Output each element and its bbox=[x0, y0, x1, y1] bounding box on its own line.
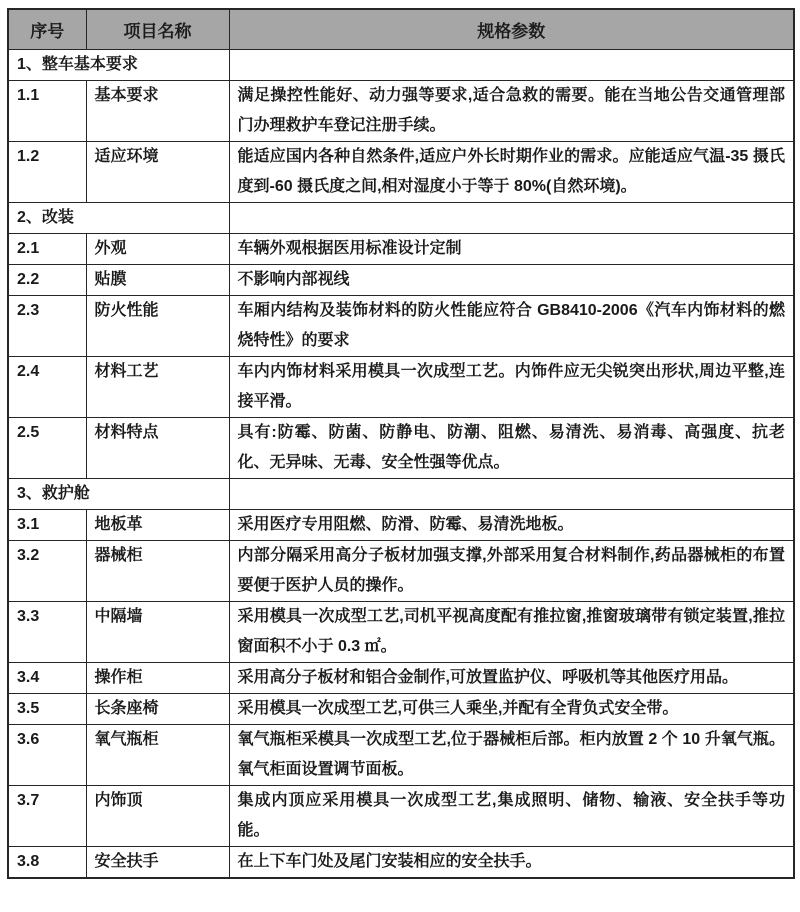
row-spec-text: 采用模具一次成型工艺,司机平视高度配有推拉窗,推窗玻璃带有锁定装置,推拉窗面积不小于 0.3 ㎡。 bbox=[229, 601, 794, 662]
row-item-name: 外观 bbox=[86, 233, 229, 264]
row-item-name: 中隔墙 bbox=[86, 601, 229, 662]
row-serial-number: 1.2 bbox=[8, 141, 86, 202]
row-serial-number: 2.2 bbox=[8, 264, 86, 295]
row-spec-text: 采用模具一次成型工艺,可供三人乘坐,并配有全背负式安全带。 bbox=[229, 693, 794, 724]
table-row bbox=[8, 540, 794, 601]
row-item-name: 材料特点 bbox=[86, 417, 229, 478]
section-label: 2、改装 bbox=[8, 202, 229, 233]
row-serial-number: 3.5 bbox=[8, 693, 86, 724]
row-spec-text: 氧气瓶柜采模具一次成型工艺,位于器械柜后部。柜内放置 2 个 10 升氧气瓶。氧气柜面设置调节面板。 bbox=[229, 724, 794, 785]
table-row bbox=[8, 264, 794, 295]
row-serial-number: 2.1 bbox=[8, 233, 86, 264]
section-label: 1、整车基本要求 bbox=[8, 49, 229, 80]
column-header-spec: 规格参数 bbox=[229, 9, 794, 49]
row-item-name: 防火性能 bbox=[86, 295, 229, 356]
row-serial-number: 3.8 bbox=[8, 846, 86, 878]
table-row bbox=[8, 295, 794, 356]
row-serial-number: 2.4 bbox=[8, 356, 86, 417]
row-spec-text: 车内内饰材料采用模具一次成型工艺。内饰件应无尖锐突出形状,周边平整,连接平滑。 bbox=[229, 356, 794, 417]
row-item-name: 适应环境 bbox=[86, 141, 229, 202]
column-header-no: 序号 bbox=[8, 9, 86, 49]
table-row bbox=[8, 509, 794, 540]
table-row bbox=[8, 724, 794, 785]
section-row bbox=[8, 478, 794, 509]
row-item-name: 安全扶手 bbox=[86, 846, 229, 878]
row-serial-number: 2.5 bbox=[8, 417, 86, 478]
row-serial-number: 1.1 bbox=[8, 80, 86, 141]
row-spec-text: 车厢内结构及装饰材料的防火性能应符合 GB8410-2006《汽车内饰材料的燃烧特性》的要求 bbox=[229, 295, 794, 356]
row-item-name: 操作柜 bbox=[86, 662, 229, 693]
row-item-name: 内饰顶 bbox=[86, 785, 229, 846]
row-serial-number: 3.6 bbox=[8, 724, 86, 785]
spec-table-body bbox=[8, 49, 794, 878]
row-item-name: 地板革 bbox=[86, 509, 229, 540]
row-serial-number: 3.4 bbox=[8, 662, 86, 693]
row-serial-number: 3.7 bbox=[8, 785, 86, 846]
table-row bbox=[8, 601, 794, 662]
row-item-name: 贴膜 bbox=[86, 264, 229, 295]
table-row bbox=[8, 80, 794, 141]
row-serial-number: 2.3 bbox=[8, 295, 86, 356]
row-item-name: 材料工艺 bbox=[86, 356, 229, 417]
row-serial-number: 3.2 bbox=[8, 540, 86, 601]
header-row bbox=[8, 9, 794, 49]
row-item-name: 基本要求 bbox=[86, 80, 229, 141]
table-row bbox=[8, 233, 794, 264]
section-row bbox=[8, 49, 794, 80]
table-row bbox=[8, 662, 794, 693]
row-spec-text: 在上下车门处及尾门安装相应的安全扶手。 bbox=[229, 846, 794, 878]
spec-table bbox=[7, 8, 795, 879]
row-spec-text: 具有:防霉、防菌、防静电、防潮、阻燃、易清洗、易消毒、高强度、抗老化、无异味、无毒、安全性强等优点。 bbox=[229, 417, 794, 478]
row-spec-text: 不影响内部视线 bbox=[229, 264, 794, 295]
table-row bbox=[8, 141, 794, 202]
table-row bbox=[8, 417, 794, 478]
table-row bbox=[8, 846, 794, 878]
row-item-name: 长条座椅 bbox=[86, 693, 229, 724]
section-empty-cell bbox=[229, 478, 794, 509]
section-empty-cell bbox=[229, 49, 794, 80]
section-label: 3、救护舱 bbox=[8, 478, 229, 509]
column-header-name: 项目名称 bbox=[86, 9, 229, 49]
row-spec-text: 集成内顶应采用模具一次成型工艺,集成照明、储物、输液、安全扶手等功能。 bbox=[229, 785, 794, 846]
table-row bbox=[8, 785, 794, 846]
row-spec-text: 采用医疗专用阻燃、防滑、防霉、易清洗地板。 bbox=[229, 509, 794, 540]
row-spec-text: 车辆外观根据医用标准设计定制 bbox=[229, 233, 794, 264]
row-spec-text: 满足操控性能好、动力强等要求,适合急救的需要。能在当地公告交通管理部门办理救护车登记注册手续。 bbox=[229, 80, 794, 141]
section-empty-cell bbox=[229, 202, 794, 233]
row-spec-text: 内部分隔采用高分子板材加强支撑,外部采用复合材料制作,药品器械柜的布置要便于医护人员的操作。 bbox=[229, 540, 794, 601]
row-spec-text: 能适应国内各种自然条件,适应户外长时期作业的需求。应能适应气温-35 摄氏度到-60 摄氏度之间,相对湿度小于等于 80%(自然环境)。 bbox=[229, 141, 794, 202]
table-row bbox=[8, 356, 794, 417]
table-row bbox=[8, 693, 794, 724]
row-serial-number: 3.1 bbox=[8, 509, 86, 540]
row-spec-text: 采用高分子板材和铝合金制作,可放置监护仪、呼吸机等其他医疗用品。 bbox=[229, 662, 794, 693]
row-item-name: 氧气瓶柜 bbox=[86, 724, 229, 785]
row-serial-number: 3.3 bbox=[8, 601, 86, 662]
section-row bbox=[8, 202, 794, 233]
row-item-name: 器械柜 bbox=[86, 540, 229, 601]
